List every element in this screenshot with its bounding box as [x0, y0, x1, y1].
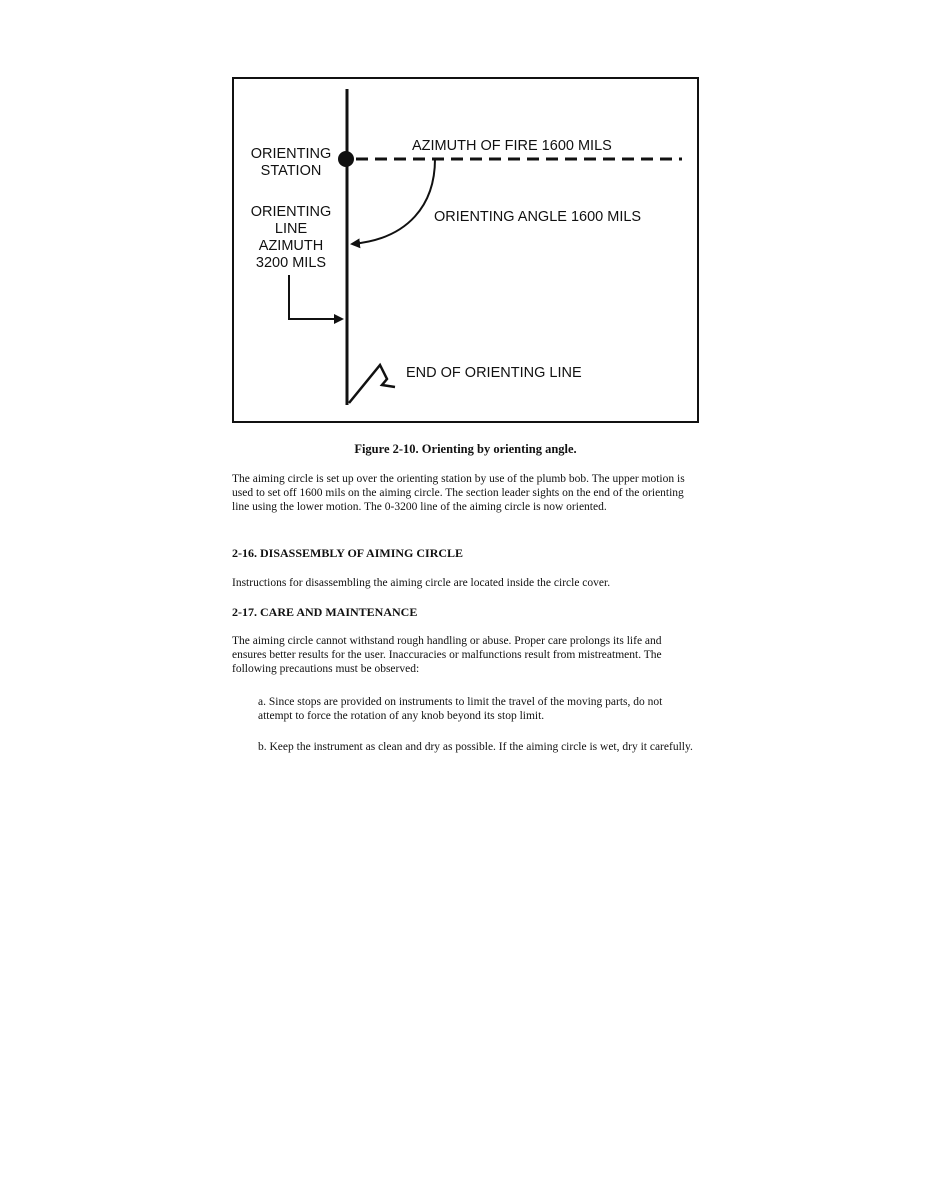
precaution-item-b: b. Keep the instrument as clean and dry as possible. If the aiming circle is wet, dry it carefully. — [258, 741, 693, 753]
section-2-16-heading: 2-16. DISASSEMBLY OF AIMING CIRCLE — [232, 546, 464, 560]
orienting-line-pointer — [289, 275, 342, 319]
figure-diagram — [232, 77, 699, 423]
end-of-line-label: END OF ORIENTING LINE — [406, 365, 582, 381]
orienting-station-label: ORIENTING STATION — [250, 146, 332, 179]
end-of-line-marker — [349, 365, 395, 403]
figure-caption: Figure 2-10. Orienting by orienting angle. — [354, 442, 577, 456]
orienting-station-point — [338, 151, 354, 167]
intro-paragraph: The aiming circle is set up over the orienting station by use of the plumb bob. The upper motion is used to set off 1600 mils on the aiming circle. The section leader sights on the end of the orienting line using the lower motion. The 0-3200 line of the aiming circle is now oriented. — [232, 473, 685, 513]
precaution-item-a: a. Since stops are provided on instruments to limit the travel of the moving parts, do not attempt to force the rotation of any knob beyond its stop limit. — [258, 696, 663, 722]
azimuth-of-fire-label: AZIMUTH OF FIRE 1600 MILS — [412, 138, 612, 154]
orienting-line-label: ORIENTING LINE AZIMUTH 3200 MILS — [250, 204, 332, 271]
orienting-angle-label: ORIENTING ANGLE 1600 MILS — [434, 209, 642, 225]
orienting-angle-arc — [352, 159, 435, 244]
section-2-17-heading: 2-17. CARE AND MAINTENANCE — [232, 605, 418, 619]
section-2-16-text: Instructions for disassembling the aiming circle are located inside the circle cover. — [232, 577, 611, 589]
section-2-17-text: The aiming circle cannot withstand rough handling or abuse. Proper care prolongs its life and ensures better results for the user. Inaccuracies or malfunctions result from mistreatment. The following precautions must be observed: — [232, 635, 662, 675]
